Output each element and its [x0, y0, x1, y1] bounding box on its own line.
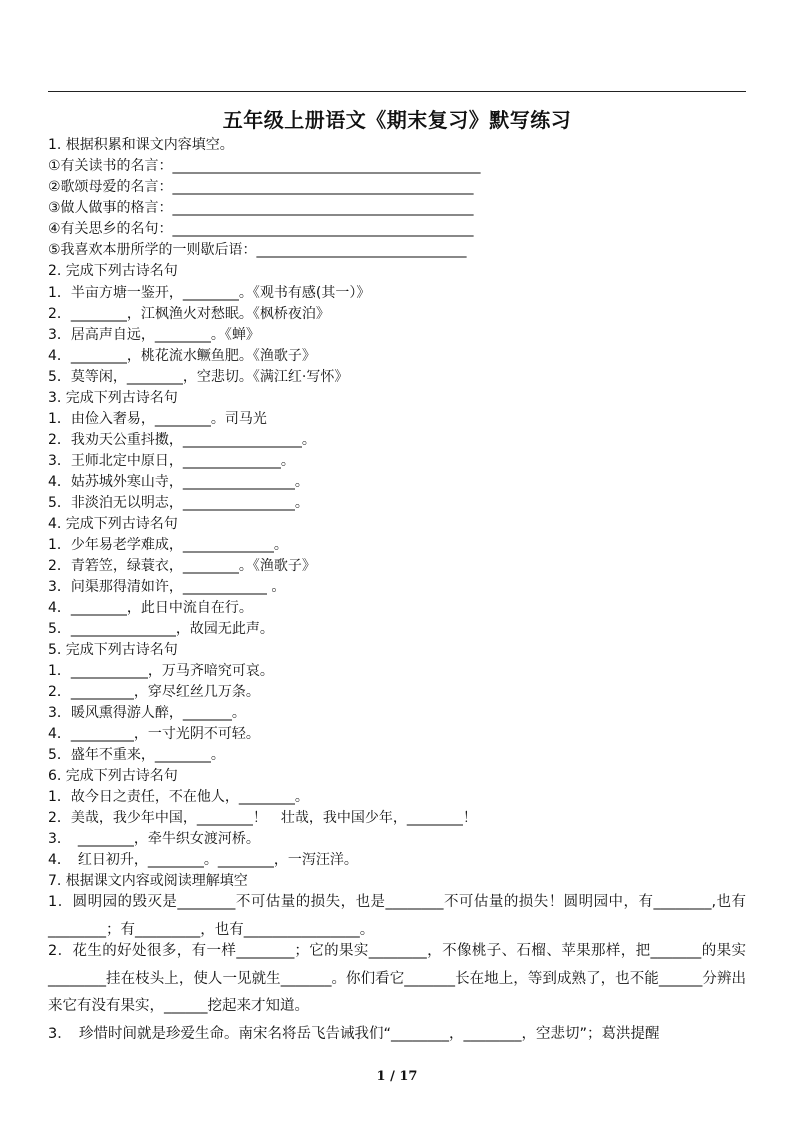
exercise-line: 1. 根据积累和课文内容填空。: [48, 137, 234, 153]
exercise-line: 3．王师北定中原日，______________。: [48, 453, 295, 469]
exercise-line: 4．姑苏城外寒山寺，________________。: [48, 474, 309, 490]
exercise-line: 5．莫等闲，________，空悲切。《满江红·写怀》: [48, 369, 349, 385]
exercise-line: 4． 红日初升，________。________，一泻汪洋。: [48, 852, 358, 868]
exercise-line: 4．________，桃花流水鳜鱼肥。《渔歌子》: [48, 348, 316, 364]
exercise-line: 1．故今日之责任，不在他人，________。: [48, 789, 309, 805]
exercise-line: 2．美哉，我少年中国，________！ 壮哉，我中国少年，________！: [48, 810, 477, 826]
exercise-line: 4．________，此日中流自在行。: [48, 600, 253, 616]
exercise-line: 4. 完成下列古诗名句: [48, 516, 178, 532]
exercise-line: 5. 完成下列古诗名句: [48, 642, 178, 658]
exercise-line: ⑤我喜欢本册所学的一则歇后语：______________________________: [48, 242, 467, 258]
exercise-line: ①有关读书的名言：____________________________________________: [48, 158, 481, 174]
exercise-line: 3．暖风熏得游人醉，_______。: [48, 705, 246, 721]
exercise-line: 3. 完成下列古诗名句: [48, 390, 178, 406]
exercise-line: 2. 完成下列古诗名句: [48, 263, 178, 279]
exercise-line: 3．居高声自远，________。《蝉》: [48, 327, 260, 343]
page-number: 1 / 17: [376, 1069, 418, 1084]
exercise-paragraph: 1．圆明园的毁灭是________不可估量的损失，也是________不可估量的损失！圆明园中，有________,也有________；有_________，也有________________。: [48, 894, 746, 938]
exercise-line: 3． ________，牵牛织女渡河桥。: [48, 831, 260, 847]
exercise-line: 1．半亩方塘一鉴开，________。《观书有感(其一）》: [48, 285, 371, 301]
exercise-line: 1．___________，万马齐喑究可哀。: [48, 663, 274, 679]
exercise-line: 2．_________，穿尽红丝几万条。: [48, 684, 260, 700]
exercise-line: ②歌颂母爱的名言：___________________________________________: [48, 179, 474, 195]
exercise-line: 1．由俭入奢易，________。司马光: [48, 411, 267, 427]
exercise-line: 2．青箬笠，绿蓑衣，________。《渔歌子》: [48, 558, 316, 574]
exercise-paragraph: 2．花生的好处很多，有一样________；它的果实________，不像桃子、石榴、苹果那样，把_______的果实________挂在枝头上，使人一见就生_______。你们看它_______长在地上，等到成熟了，也不能______分辨出来它有没有果实，______挖起来才知道。: [48, 943, 746, 1015]
exercise-line: 5．_______________，故园无此声。: [48, 621, 274, 637]
exercise-line: 4．_________，一寸光阴不可轻。: [48, 726, 260, 742]
exercise-line: ④有关思乡的名句：___________________________________________: [48, 221, 474, 237]
exercise-line: 5．盛年不重来，________。: [48, 747, 225, 763]
exercise-line: 6. 完成下列古诗名句: [48, 768, 178, 784]
exercise-line: 7. 根据课文内容或阅读理解填空: [48, 873, 248, 889]
exercise-line: 3．问渠那得清如许，____________ 。: [48, 579, 286, 595]
exercise-paragraph: 3． 珍惜时间就是珍爱生命。南宋名将岳飞告诫我们“________，________，空悲切”；葛洪提醒: [48, 1026, 660, 1042]
exercise-line: 2．我劝天公重抖擞，_________________。: [48, 432, 316, 448]
exercise-line: ③做人做事的格言：___________________________________________: [48, 200, 474, 216]
top-rule: [48, 91, 746, 92]
page-title: 五年级上册语文《期末复习》默写练习: [222, 108, 572, 132]
exercise-line: 2．________，江枫渔火对愁眠。《枫桥夜泊》: [48, 306, 330, 322]
exercise-line: 1．少年易老学难成，_____________。: [48, 537, 288, 553]
exercise-line: 5．非淡泊无以明志，________________。: [48, 495, 309, 511]
